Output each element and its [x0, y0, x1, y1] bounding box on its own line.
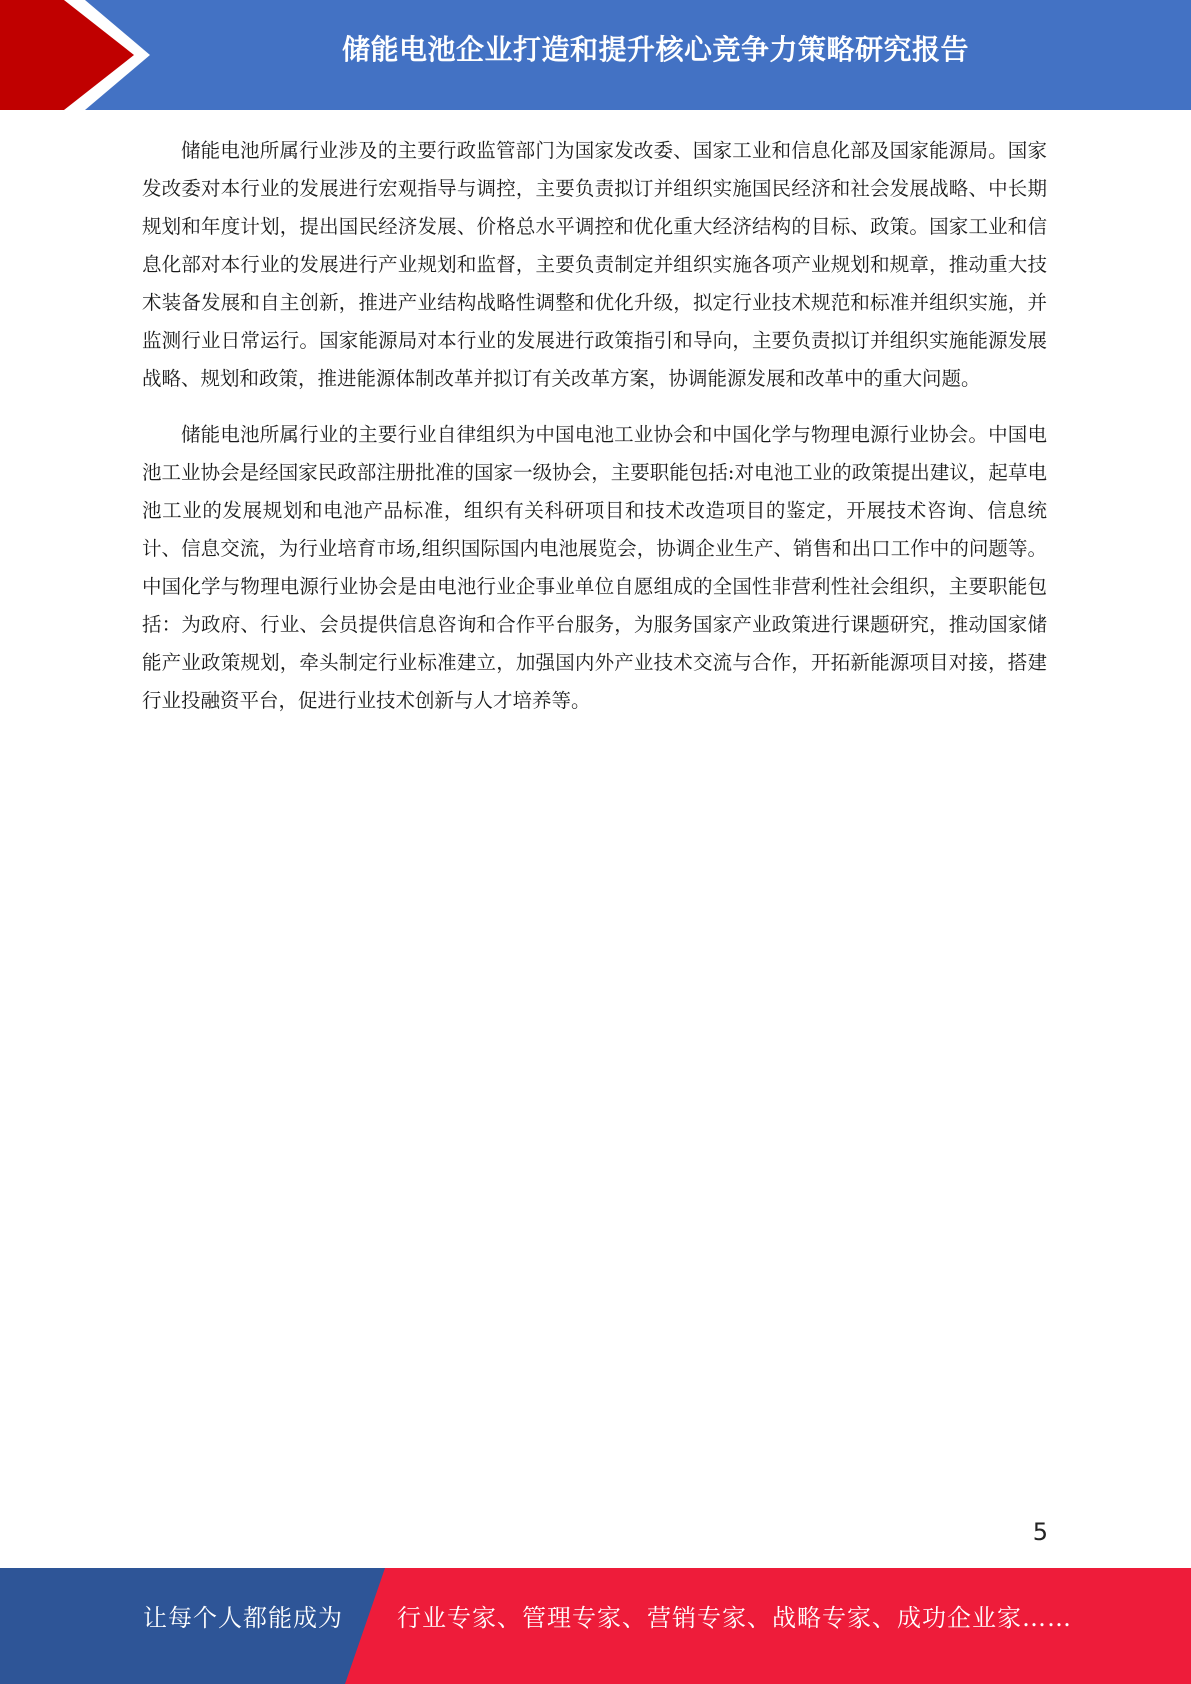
page-footer: [0, 1568, 1191, 1684]
header-chevron-decoration: [0, 0, 160, 110]
chevron-red-shape: [0, 0, 134, 110]
footer-roles: 行业专家、管理专家、营销专家、战略专家、成功企业家……: [397, 1604, 1072, 1632]
paragraph-associations: 储能电池所属行业的主要行业自律组织为中国电池工业协会和中国化学与物理电源行业协会。中国电池工业协会是经国家民政部注册批准的国家一级协会，主要职能包括:对电池工业的政策提出建议，起草电池工业的发展规划和电池产品标准，组织有关科研项目和技术改造项目的鉴定，开展技术咨询、信息统计、信息交流，为行业培育市场,组织国际国内电池展览会，协调企业生产、销售和出口工作中的问题等。中国化学与物理电源行业协会是由电池行业企事业单位自愿组成的全国性非营利性社会组织，主要职能包括：为政府、行业、会员提供信息咨询和合作平台服务，为服务国家产业政策进行课题研究，推动国家储能产业政策规划，牵头制定行业标准建立，加强国内外产业技术交流与合作，开拓新能源项目对接，搭建行业投融资平台，促进行业技术创新与人才培养等。: [142, 423, 1047, 712]
footer-slogan: 让每个人都能成为: [143, 1604, 343, 1632]
report-title: 储能电池企业打造和提升核心竞争力策略研究报告: [341, 33, 969, 66]
page-number: 5: [1032, 1518, 1048, 1546]
page-header: [0, 0, 1191, 110]
report-body: [142, 132, 1047, 738]
paragraph-regulators: 储能电池所属行业涉及的主要行政监管部门为国家发改委、国家工业和信息化部及国家能源局。国家发改委对本行业的发展进行宏观指导与调控，主要负责拟订并组织实施国民经济和社会发展战略、中长期规划和年度计划，提出国民经济发展、价格总水平调控和优化重大经济结构的目标、政策。国家工业和信息化部对本行业的发展进行产业规划和监督，主要负责制定并组织实施各项产业规划和规章，推动重大技术装备发展和自主创新，推进产业结构战略性调整和优化升级，拟定行业技术规范和标准并组织实施，并监测行业日常运行。国家能源局对本行业的发展进行政策指引和导向，主要负责拟订并组织实施能源发展战略、规划和政策，推进能源体制改革并拟订有关改革方案，协调能源发展和改革中的重大问题。: [142, 139, 1047, 390]
